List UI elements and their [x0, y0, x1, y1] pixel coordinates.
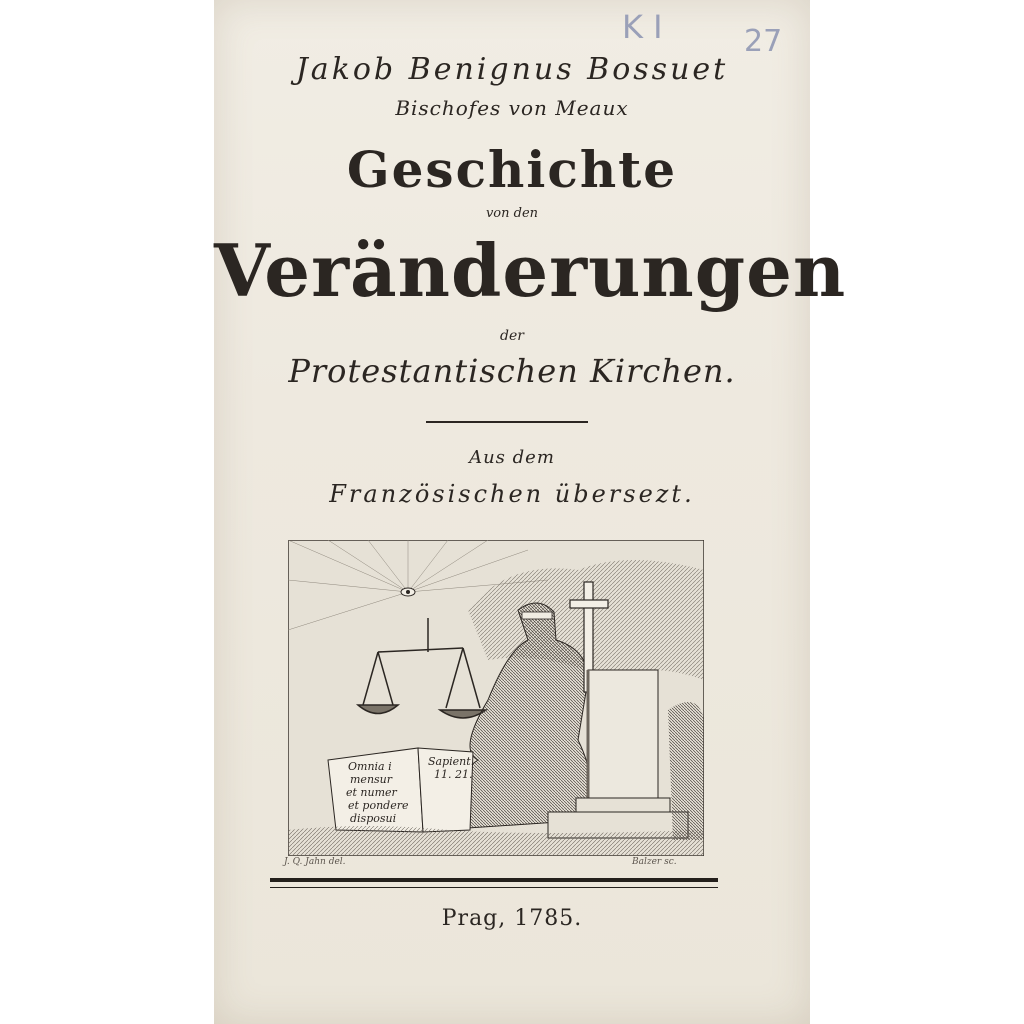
- author-title: Bischofes von Meaux: [395, 96, 629, 120]
- author-name: Jakob Benignus Bossuet: [295, 52, 729, 87]
- blindfold: [522, 612, 552, 619]
- book-citation-line: 11. 21.: [434, 768, 473, 781]
- book-text-line: disposui: [350, 812, 397, 825]
- book-text-line: et pondere: [348, 799, 409, 812]
- translation-note-line2: Französischen übersezt.: [329, 480, 695, 508]
- book-text-line: et numer: [346, 786, 397, 799]
- book-text-line: mensur: [350, 773, 393, 786]
- translation-note-line1: Aus dem: [469, 447, 555, 468]
- book-text-line: Omnia i: [348, 760, 392, 773]
- title-connector: von den: [485, 206, 539, 221]
- title-protestant-churches: Protestantischen Kirchen.: [288, 352, 736, 390]
- title-page: [214, 0, 847, 1024]
- engraving-credit-draughtsman: J. Q. Jahn del.: [284, 857, 346, 867]
- library-mark-number: 27: [744, 24, 783, 59]
- bottom-thick-rule: [270, 878, 718, 882]
- title-veraenderungen: Veränderungen: [214, 228, 847, 313]
- title-article: der: [500, 328, 524, 344]
- bottom-thin-rule: [270, 887, 718, 888]
- book-citation-line: Sapient.: [428, 755, 475, 768]
- imprint-place-date: Prag, 1785.: [441, 906, 583, 931]
- library-mark-letters: K I: [622, 8, 663, 46]
- title-geschichte: Geschichte: [346, 140, 678, 199]
- engraving-credit-engraver: Balzer sc.: [632, 857, 677, 867]
- divider-rule: [426, 421, 588, 423]
- engraving-justice-illustration: [288, 540, 704, 856]
